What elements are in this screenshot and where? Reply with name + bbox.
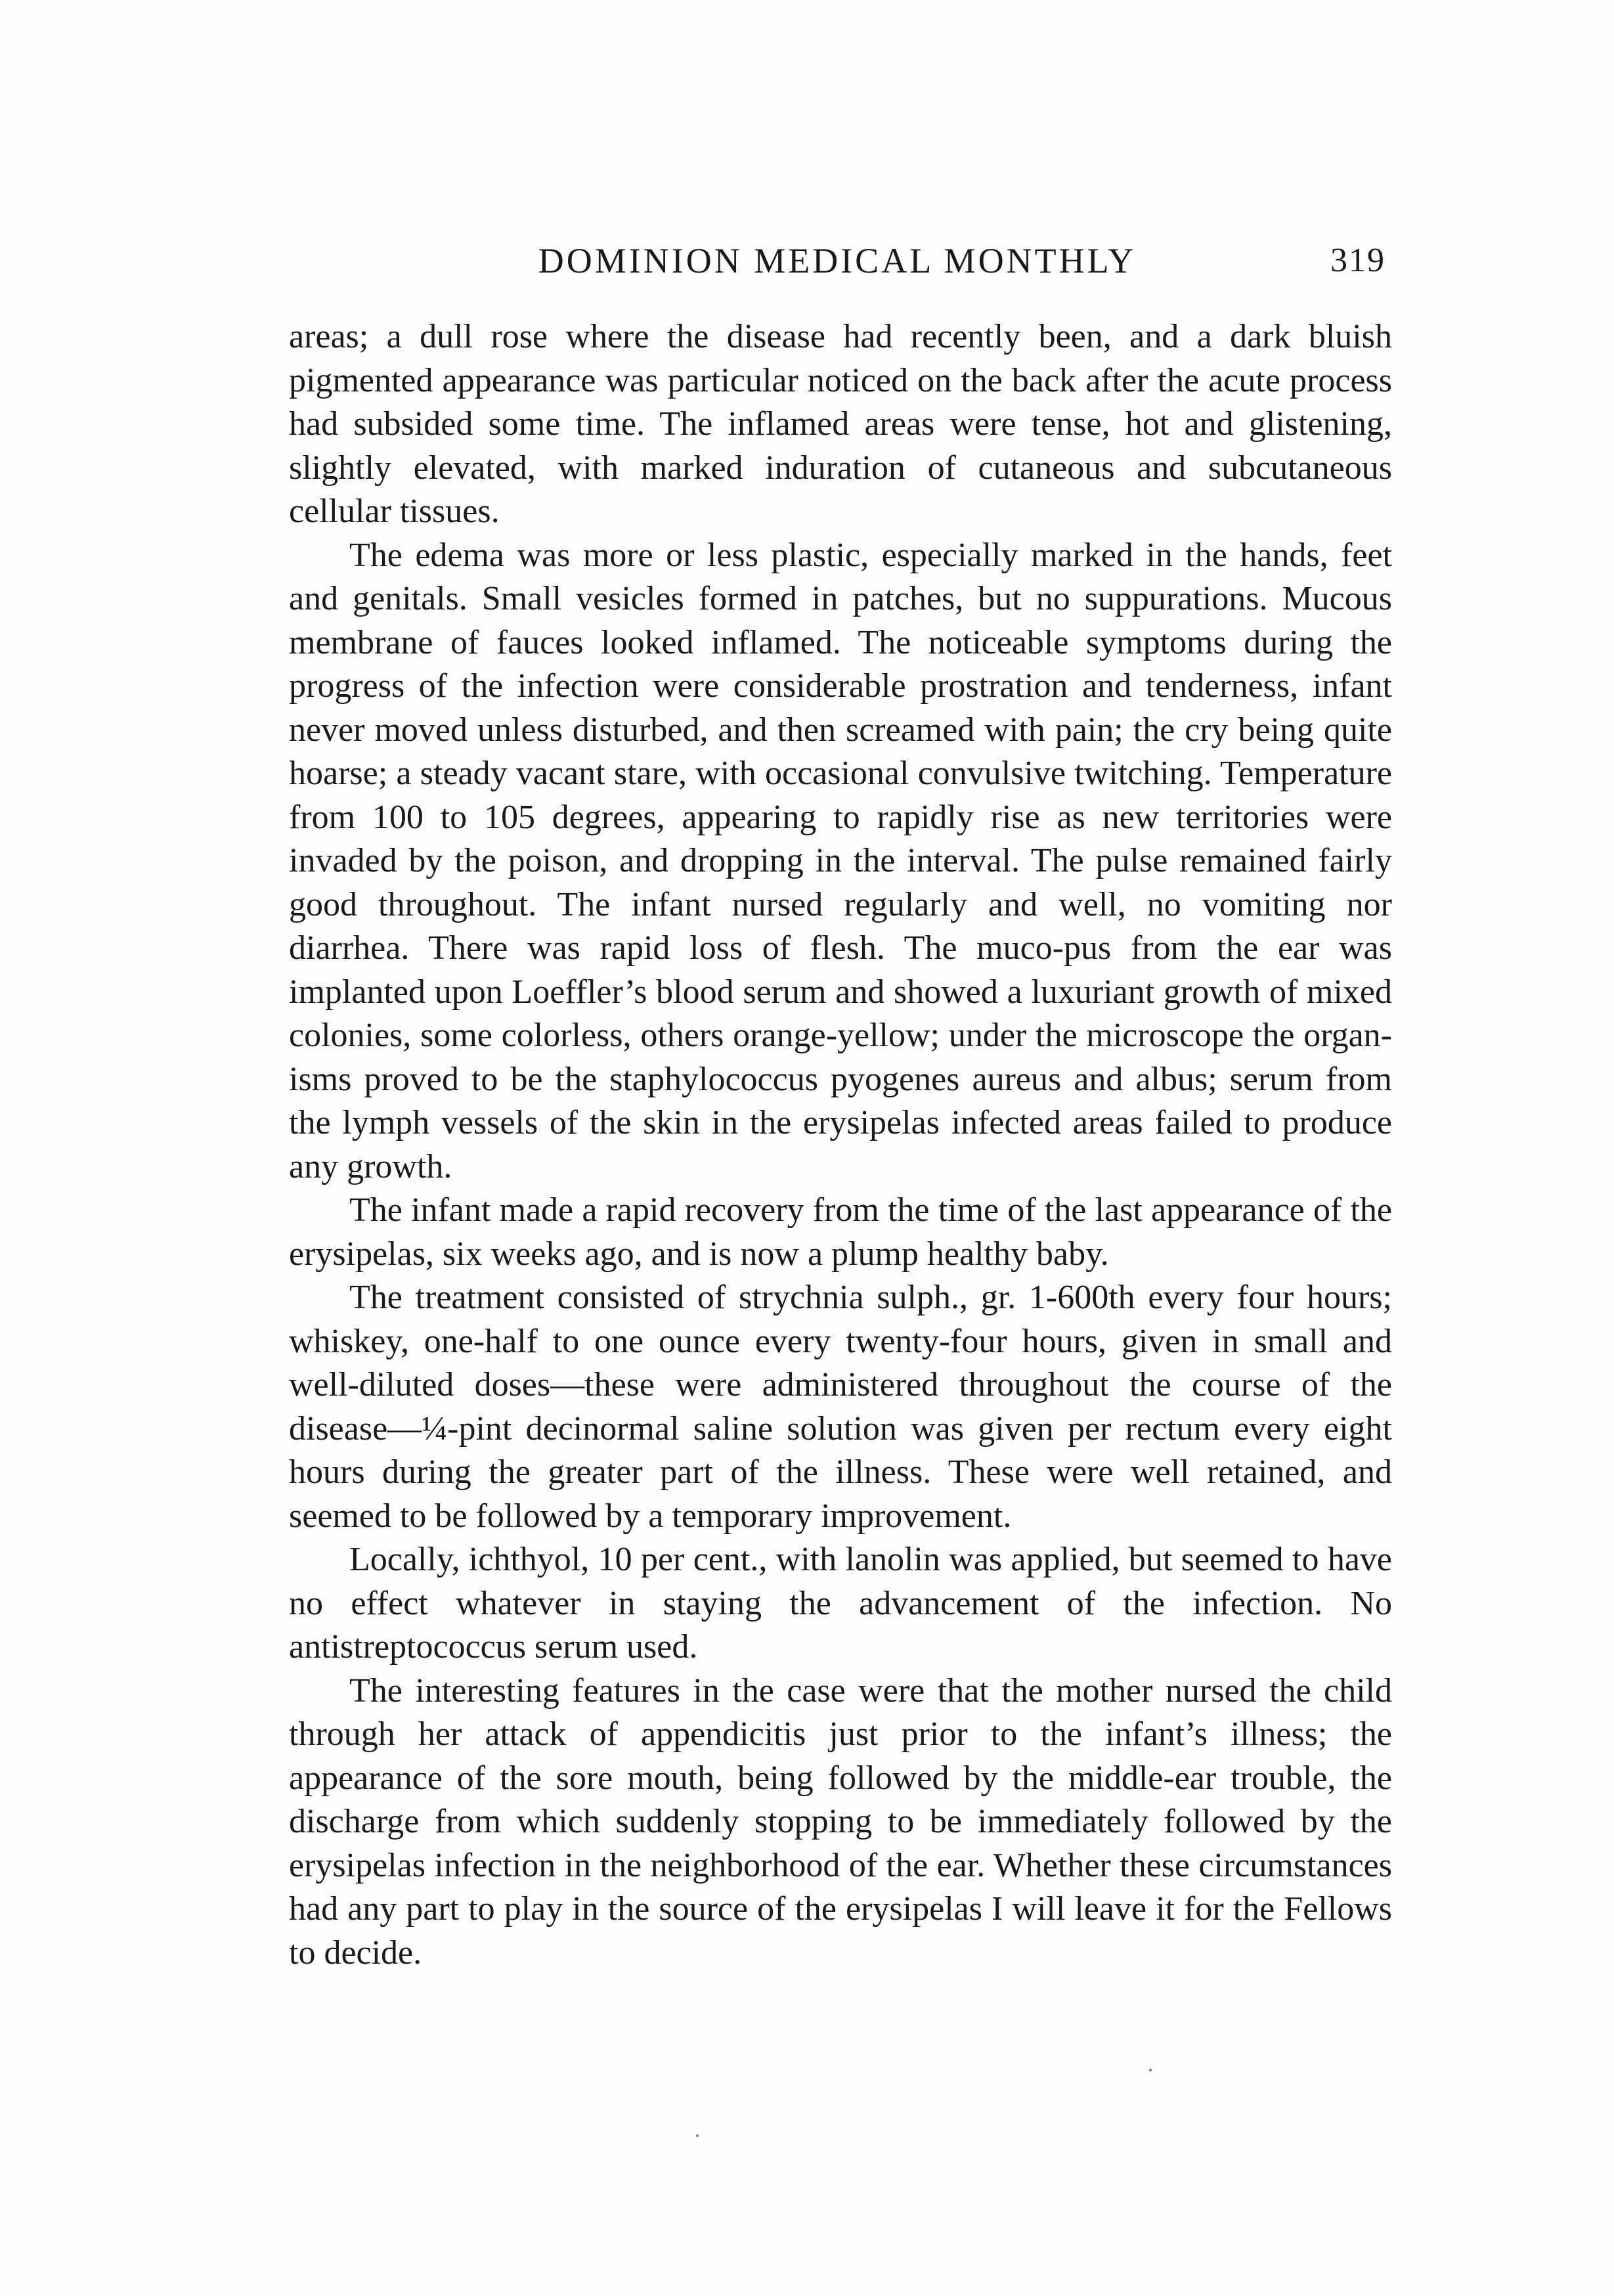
- paragraph-recovery: The infant made a rapid recovery from the time of the last appearance of the erysipelas, six weeks ago, and is now a plump healthy baby.: [289, 1191, 1392, 1273]
- paragraph-treatment: The treatment consisted of strychnia sulph., gr. 1-600th every four hours; whiskey, one-half to one ounce every twenty-four hours, given in small and well-diluted doses—these were administered throughout the course of the disease—¼-pint decinormal saline solution was given per rectum every eight hours during the greater part of the illness. These were well retained, and seemed to be followed by a temporary improvement.: [289, 1279, 1392, 1535]
- paragraph-inflamed-areas: areas; a dull rose where the disease had recently been, and a dark bluish pigmented appearance was particular noticed on the back after the acute process had subsided some time. The inflamed areas were tense, hot and glistening, slightly elevated, with marked induration of cutaneous and subcutaneous cellular tissues.: [289, 318, 1392, 530]
- print-speck: [1149, 2069, 1152, 2071]
- running-title: DOMINION MEDICAL MONTHLY: [538, 241, 1137, 280]
- running-head: [289, 238, 1385, 284]
- article-body: [289, 315, 1392, 1975]
- paragraph-local-treatment: Locally, ichthyol, 10 per cent., with lanolin was applied, but seemed to have no effect whatever in staying the advancement of the infection. No antistreptococcus serum used.: [289, 1541, 1392, 1666]
- page-number: 319: [1330, 242, 1385, 279]
- print-speck: [696, 2134, 699, 2137]
- paragraph-interesting-features: The interesting features in the case were that the mother nursed the child through her attack of appendicitis just prior to the infant’s illness; the appearance of the sore mouth, being followed by the middle-ear trouble, the discharge from which suddenly stopping to be immediately followed by the erysipelas infection in the neighborhood of the ear. Whether these circumstances had any part to play in the source of the erysipelas I will leave it for the Fellows to decide.: [289, 1671, 1392, 1972]
- paragraph-edema-symptoms: The edema was more or less plastic, especially marked in the hands, feet and genitals. Small vesicles formed in patches, but no suppurations. Mucous membrane of fauces looked inflamed. The noticeable symptoms during the progress of the infection were considerable prostration and tenderness, infant never moved unless disturbed, and then screamed with pain; the cry being quite hoarse; a steady vacant stare, with occasional convulsive twitching. Temperature from 100 to 105 degrees, appearing to rapidly rise as new territories were invaded by the poison, and dropping in the interval. The pulse remained fairly good throughout. The infant nursed regularly and well, no vomiting nor diarrhea. There was rapid loss of flesh. The muco-pus from the ear was implanted upon Loeffler’s blood serum and showed a luxuriant growth of mixed colonies, some colorless, others orange-yellow; under the microscope the organisms proved to be the staphylococcus pyogenes aureus and albus; serum from the lymph vessels of the skin in the erysipelas infected areas failed to produce any growth.: [289, 536, 1392, 1185]
